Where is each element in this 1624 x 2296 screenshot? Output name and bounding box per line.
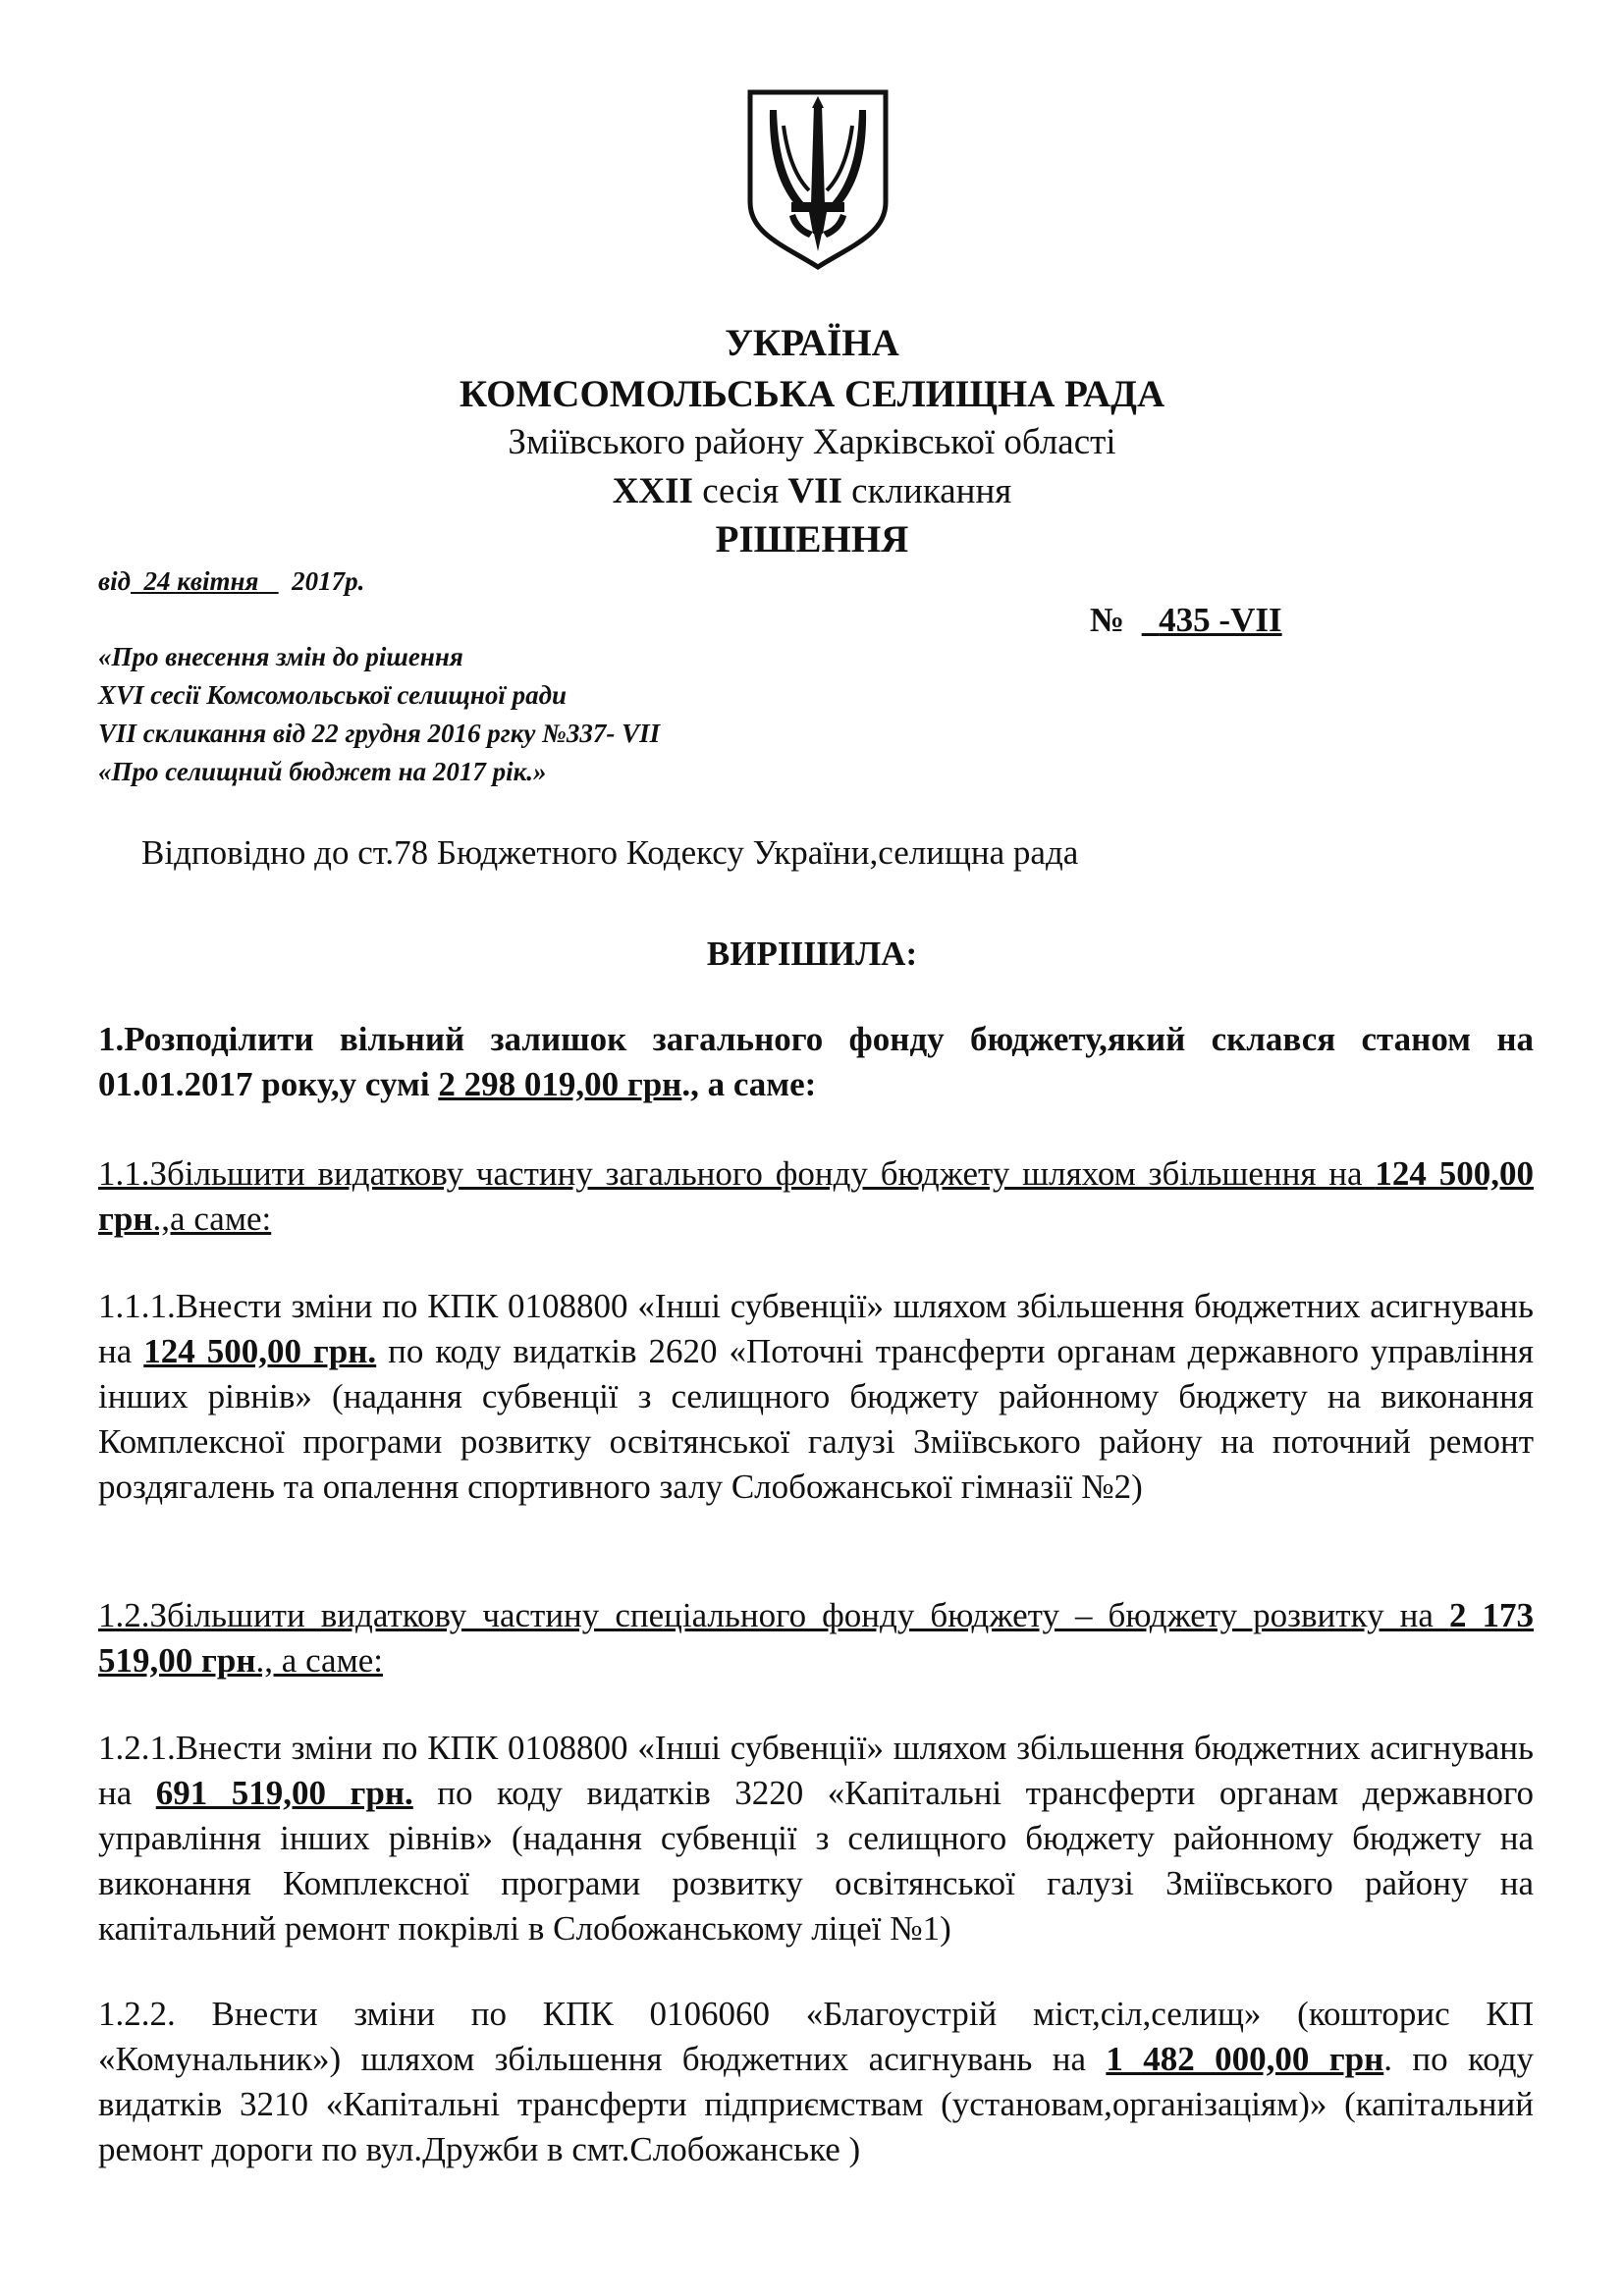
country-heading: УКРАЇНА xyxy=(725,322,899,364)
resolved-heading: ВИРІШИЛА: xyxy=(706,934,918,973)
council-heading: КОМСОМОЛЬСЬКА СЕЛИЩНА РАДА xyxy=(459,373,1165,415)
item-1-2-2-tail: . по коду видатків 3210 «Капітальні трансферти підприємствам (установам,організаціям)» (капітальний ремонт дороги по вул.Дружби в смт.Слобожанське ) xyxy=(98,2040,1534,2168)
item-1-1-1-tail: по коду видатків 2620 «Поточні трансферти органам державного управління інших рівнів» (надання субвенції з селищного бюджету районному бюджету на виконання Комплексної програми розвитку освітянської галузі Зміївського району на поточний ремонт роздягалень та опалення спортивного залу Слобожанської гімназії №2) xyxy=(98,1332,1535,1506)
item-1-amount: 2 298 019,00 грн xyxy=(438,1065,682,1103)
item-1-1-1-amount: 124 500,00 грн. xyxy=(143,1332,377,1370)
subject-line-1: «Про внесення змін до рішення xyxy=(98,642,463,671)
item-1-2-1-amount: 691 519,00 грн. xyxy=(155,1774,413,1812)
item-1-2-1 xyxy=(98,1726,1534,1951)
item-1-1 xyxy=(98,1151,1534,1242)
convocation-word: скликання xyxy=(851,471,1012,511)
number-sign: № xyxy=(1090,601,1125,639)
item-1-tail: ., а саме: xyxy=(681,1065,817,1103)
item-1-text: 1.Розподілити вільний залишок загального фонду бюджету,який склався станом на 01.01.2017 року,у сумі xyxy=(98,1020,1534,1103)
decision-number xyxy=(1090,601,1282,640)
item-1-2-text: 1.2.Збільшити видаткову частину спеціального фонду бюджету – бюджету розвитку на xyxy=(98,1596,1449,1634)
coat-of-arms-trident-icon xyxy=(744,86,892,273)
session-word: сесія xyxy=(702,471,780,511)
item-1-2-2-amount: 1 482 000,00 грн xyxy=(1106,2040,1384,2078)
item-1-1-text: 1.1.Збільшити видаткову частину загального фонду бюджету шляхом збільшення на xyxy=(98,1154,1376,1193)
item-1-1-1 xyxy=(98,1284,1534,1510)
subject-line-2: XVI сесії Комсомольської селищної ради xyxy=(98,680,568,710)
date-year: 2017р. xyxy=(292,566,365,596)
district-line: Зміївського району Харківської області xyxy=(508,422,1116,462)
item-1 xyxy=(98,1017,1534,1107)
item-1-2-1-tail: по коду видатків 3220 «Капітальні трансферти органам державного управління інших рівнів» (надання субвенції з селищного бюджету районному бюджету на виконання Комплексної програми розвитку освітянської галузі Зміївського району на капітальний ремонт покрівлі в Слобожанському ліцеї №1) xyxy=(98,1774,1534,1948)
convocation-roman: VII xyxy=(787,471,842,511)
number-value-text: 435 -VII xyxy=(1159,601,1282,639)
session-roman: XXII xyxy=(612,471,693,511)
legal-basis: Відповідно до ст.78 Бюджетного Кодексу України,селищна рада xyxy=(141,833,1079,872)
date-value xyxy=(131,566,279,596)
item-1-2 xyxy=(98,1593,1534,1683)
item-1-2-1-text: 1.2.1.Внести зміни по КПК 0108800 «Інші субвенції» шляхом збільшення бюджетних асигнувань на xyxy=(98,1729,1534,1812)
date-value-text: 24 квітня xyxy=(143,566,259,596)
document-type-heading: РІШЕННЯ xyxy=(715,518,909,561)
decision-subject xyxy=(98,638,660,791)
decision-date xyxy=(98,566,364,597)
session-line xyxy=(0,473,1624,509)
number-value xyxy=(1142,601,1282,639)
subject-line-3: VII скликання від 22 грудня 2016 ргку №337- VII xyxy=(98,719,661,748)
item-1-1-1-text: 1.1.1.Внести зміни по КПК 0108800 «Інші субвенції» шляхом збільшення бюджетних асигнувань на xyxy=(98,1287,1534,1370)
subject-line-4: «Про селищний бюджет на 2017 рік.» xyxy=(98,757,547,786)
item-1-2-tail: ., а саме: xyxy=(255,1641,383,1680)
item-1-2-2-text: 1.2.2. Внести зміни по КПК 0106060 «Благоустрій міст,сіл,селищ» (кошторис КП «Комунальник») шляхом збільшення бюджетних асигнувань на xyxy=(98,1995,1534,2078)
item-1-2-2 xyxy=(98,1992,1534,2172)
item-1-1-amount: 124 500,00 грн xyxy=(98,1154,1534,1238)
item-1-2-amount: 2 173 519,00 грн xyxy=(98,1596,1535,1680)
date-prefix: від xyxy=(98,566,131,596)
item-1-1-tail: .,а саме: xyxy=(152,1200,272,1238)
